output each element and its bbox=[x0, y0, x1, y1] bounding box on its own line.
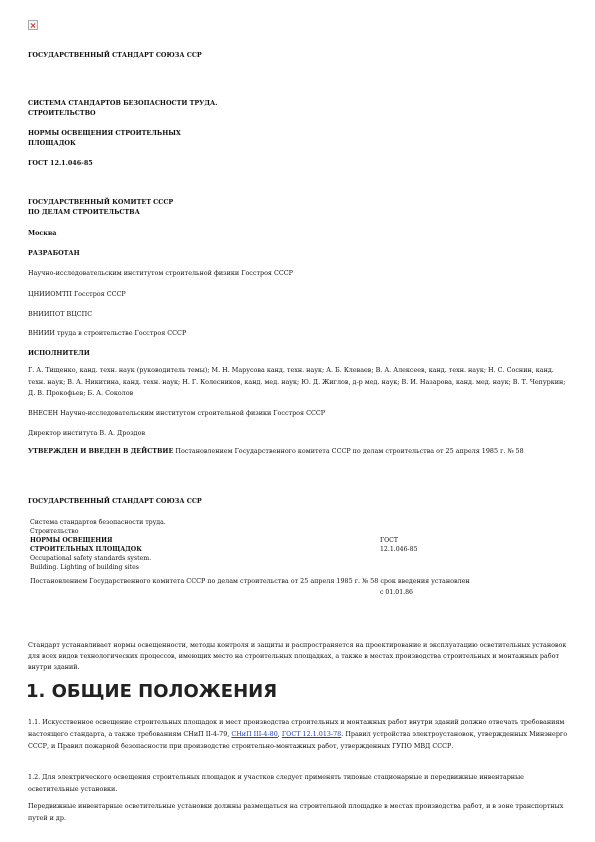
executors-heading: ИСПОЛНИТЕЛИ bbox=[28, 349, 90, 357]
header-left-2: Строительство bbox=[30, 528, 79, 535]
system-line-1: СИСТЕМА СТАНДАРТОВ БЕЗОПАСНОСТИ ТРУДА. bbox=[28, 99, 218, 107]
standard-code: ГОСТ 12.1.046-85 bbox=[28, 159, 93, 167]
header-left-5: Occupational safety standards system. bbox=[30, 555, 152, 562]
committee-line-1: ГОСУДАРСТВЕННЫЙ КОМИТЕТ СССР bbox=[28, 198, 174, 206]
broken-image-icon bbox=[28, 20, 38, 30]
developer-org-4: ВНИИИ труда в строительстве Госстроя СССР bbox=[28, 329, 187, 337]
standard-header-table bbox=[30, 518, 570, 597]
introduced-by: ВНЕСЕН Научно-исследовательским институтом строительной физики Госстроя СССР bbox=[28, 409, 326, 417]
developer-org-3: ВНИИПОТ ВЦСПС bbox=[28, 310, 93, 318]
header-left-4: СТРОИТЕЛЬНЫХ ПЛОЩАДОК bbox=[30, 546, 142, 553]
developed-heading: РАЗРАБОТАН bbox=[28, 249, 80, 257]
developer-org-2: ЦНИИОМТП Госстроя СССР bbox=[28, 290, 126, 298]
header-right-1: ГОСТ bbox=[380, 537, 399, 544]
system-line-2: СТРОИТЕЛЬСТВО bbox=[28, 109, 96, 117]
executors-list: Г. А. Тищенко, канд. техн. наук (руководитель темы); М. Н. Марусова канд. техн. наук; А. Б. Клеваев; В. А. Алексеев, канд. техн. наук; Н. С. Соснин, канд. техн. наук; В. А. Никитина, канд. техн. наук; Н. Г. Колесников, канд. мед. наук; Ю. Д. Жиглов, д-р мед. наук; В. И. Назарова, канд. мед. наук; В. Т. Чепуркин; Д. В. Прокофьев; Б. А. Соколов bbox=[28, 366, 566, 397]
header-left-1: Система стандартов безопасности труда. bbox=[30, 519, 166, 526]
approval-text: Постановлением Государственного комитета СССР по делам строительства от 25 апреля 1985 г. № 58 bbox=[173, 447, 524, 455]
standard-label: ГОСУДАРСТВЕННЫЙ СТАНДАРТ СОЮЗА ССР bbox=[28, 51, 202, 59]
standard-name-line-2: ПЛОЩАДОК bbox=[28, 139, 76, 147]
city: Москва bbox=[28, 229, 57, 237]
header-right-2: 12.1.046-85 bbox=[380, 546, 418, 553]
developer-org-1: Научно-исследовательским институтом строительной физики Госстроя СССР bbox=[28, 269, 293, 277]
institute-director: Директор института В. А. Дроздов bbox=[28, 429, 146, 437]
standard-label-repeat: ГОСУДАРСТВЕННЫЙ СТАНДАРТ СОЮЗА ССР bbox=[28, 497, 202, 505]
approval-bold: УТВЕРЖДЕН И ВВЕДЕН В ДЕЙСТВИЕ bbox=[28, 447, 174, 455]
section-1-heading: 1. ОБЩИЕ ПОЛОЖЕНИЯ bbox=[26, 681, 278, 702]
header-effective-date: с 01.01.86 bbox=[380, 589, 413, 596]
header-decree: Постановлением Государственного комитета СССР по делам строительства от 25 апреля 1985 г. № 58 срок введения установлен bbox=[30, 577, 470, 585]
gost-link[interactable]: ГОСТ 12.1.013-78 bbox=[281, 730, 342, 738]
approval-note bbox=[28, 446, 570, 458]
header-left-3: НОРМЫ ОСВЕЩЕНИЯ bbox=[30, 537, 113, 544]
standard-name-line-1: НОРМЫ ОСВЕЩЕНИЯ СТРОИТЕЛЬНЫХ bbox=[28, 129, 181, 137]
intro-paragraph: Стандарт устанавливает нормы освещенности, методы контроля и защиты и распространяется на проектирование и эксплуатацию осветительных установок для всех видов технологических процессов, имеющих место на строительных площадках, а также в местах производства строительных и монтажных работ внутри зданий. bbox=[28, 641, 567, 671]
committee-line-2: ПО ДЕЛАМ СТРОИТЕЛЬСТВА bbox=[28, 208, 140, 216]
header-left-6: Building. Lighting of building sites bbox=[30, 564, 139, 571]
p1-sep: , bbox=[277, 730, 282, 738]
p1-text: 1.1. Искусственное освещение строительных площадок и мест производства строительных и монтажных работ внутри зданий должно отвечать требованиям настоящего стандарта, а также требованиям СНиП II-4-79, bbox=[28, 718, 565, 738]
snip-link[interactable]: СНиП III-4-80 bbox=[231, 730, 278, 738]
p1-rest: . Правил устройства электроустановок, утвержденных Минэнерго СССР, и Правил пожарной безопасности при производстве строительно-монтажных работ, утвержденных ГУПО МВД СССР. bbox=[28, 730, 568, 750]
paragraph-1-1 bbox=[28, 716, 570, 752]
paragraph-1-3: Передвижные инвентарные осветительные установки должны размещаться на строительной площадке в местах производства работ, и в зоне транспортных путей и др. bbox=[28, 802, 564, 822]
paragraph-1-2: 1.2. Для электрического освещения строительных площадок и участков следует применять типовые стационарные и передвижные инвентарные осветительные установки. bbox=[28, 773, 524, 793]
